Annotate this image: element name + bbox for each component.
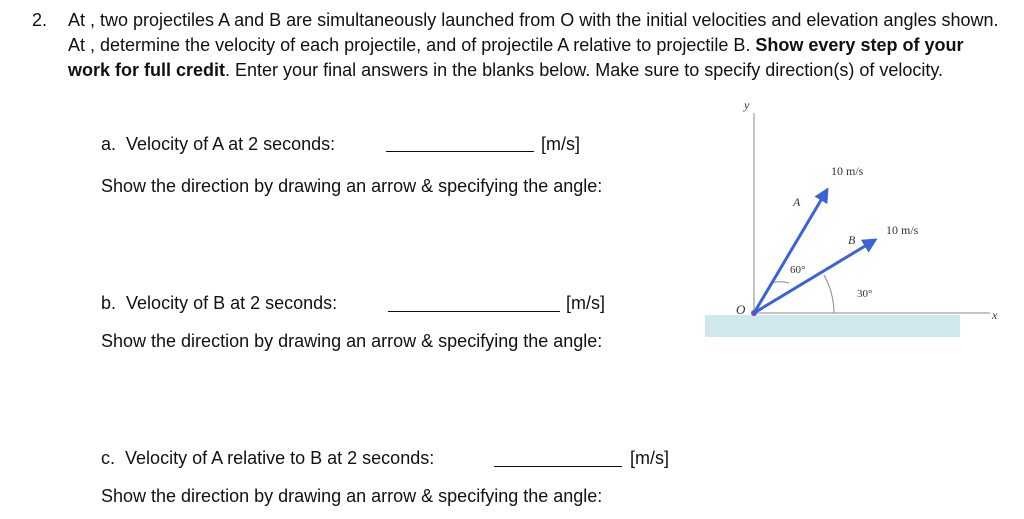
problem-bold-instruction: Show every step of your work for full credit (68, 35, 964, 80)
part-a-label: Velocity of A at 2 seconds: (126, 134, 336, 154)
part-c-unit: [m/s] (630, 448, 669, 468)
x-axis-label: x (992, 308, 998, 322)
speed-b-label: 10 m/s (886, 223, 919, 237)
y-axis-label: y (744, 98, 750, 112)
angle-arc-b (824, 275, 834, 313)
velocity-arrow-b (754, 240, 875, 313)
part-a-unit: [m/s] (541, 134, 580, 154)
part-a-direction-prompt: Show the direction by drawing an arrow & specifying the angle: (101, 176, 603, 196)
part-c-letter: c. (101, 448, 116, 468)
part-c-label-row (101, 447, 434, 469)
speed-a-label: 10 m/s (831, 164, 864, 178)
origin-label: O (736, 302, 746, 317)
angle-b-label: 30° (857, 288, 873, 300)
part-a-answer-blank[interactable] (386, 151, 534, 152)
part-a-label-row (101, 133, 335, 155)
part-b-direction-prompt: Show the direction by drawing an arrow & specifying the angle: (101, 331, 603, 351)
part-b-label-row (101, 292, 337, 314)
problem-statement (68, 8, 1008, 83)
part-a-letter: a. (101, 134, 117, 154)
part-c-direction-prompt: Show the direction by drawing an arrow & specifying the angle: (101, 486, 603, 506)
projectile-a-label: A (793, 195, 801, 209)
velocity-arrow-a (754, 190, 827, 313)
part-b-answer-blank[interactable] (388, 311, 560, 312)
angle-a-label: 60° (790, 264, 806, 276)
part-b-letter: b. (101, 293, 117, 313)
part-b-unit: [m/s] (566, 293, 605, 313)
problem-number: 2. (32, 10, 48, 30)
projectile-b-label: B (848, 233, 856, 247)
part-c-answer-blank[interactable] (494, 466, 622, 467)
ground (705, 315, 960, 337)
projectile-diagram (700, 90, 1024, 350)
part-b-label: Velocity of B at 2 seconds: (126, 293, 338, 313)
problem-intro: At , two projectiles A and B are simultaneously launched from O with the initial velocities and elevation angles shown. At , determine the velocity of each projectile, and of projectile A relative to projectile B. (68, 10, 999, 55)
problem-rest: . Enter your final answers in the blanks below. Make sure to specify direction(s) of velocity. (225, 60, 944, 80)
part-c-label: Velocity of A relative to B at 2 seconds: (125, 448, 435, 468)
